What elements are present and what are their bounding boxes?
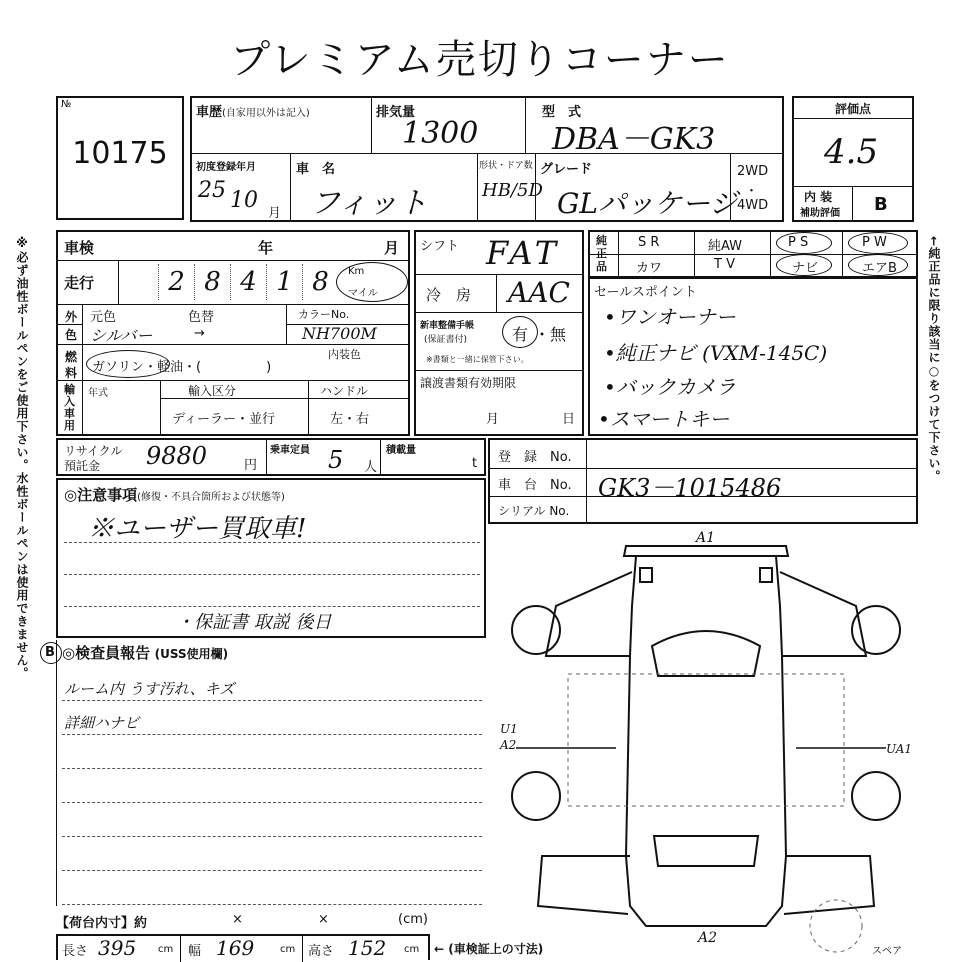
- genuine-tv: T V: [714, 257, 735, 272]
- inspector-label: ◎検査員報告: [62, 644, 151, 662]
- first-reg-label: 初度登録年月: [196, 162, 256, 173]
- maintenance-yes-circle: [502, 316, 538, 348]
- capacity-label: 乗車定員: [270, 445, 310, 456]
- caution-box: [56, 478, 486, 638]
- history-note: (自家用以外は記入): [222, 108, 310, 119]
- diagram-right-label: UA1: [886, 742, 913, 756]
- color-arrow: →: [194, 326, 205, 341]
- diagram-a2-bottom: A2: [698, 930, 718, 946]
- interior-value: B: [874, 194, 888, 215]
- spec-box: [56, 230, 410, 436]
- dims-width-unit: cm: [280, 944, 296, 955]
- mileage-digit: 8: [204, 267, 221, 297]
- capacity-unit: 人: [364, 460, 378, 475]
- inspector-line-1: ルーム内 うす汚れ、キズ: [64, 680, 235, 698]
- mileage-digit-cell: [266, 264, 302, 300]
- caution-label: ◎注意事項: [64, 486, 138, 504]
- dims-box: [56, 934, 430, 960]
- capacity-value: 5: [328, 446, 344, 474]
- caution-line-4: ・保証書 取説 後日: [176, 612, 332, 633]
- load-label: 積載量: [386, 445, 416, 456]
- page-title: プレミアム売切りコーナー: [230, 37, 730, 83]
- mileage-digit-cell: [158, 264, 194, 300]
- recycle-label: リサイクル: [64, 444, 123, 458]
- mileage-unit-km: Km: [348, 266, 365, 277]
- genuine-pw-circle: [848, 232, 908, 254]
- chassis-label: 車 台 No.: [498, 478, 572, 493]
- fuel-label-2: 料: [65, 366, 78, 380]
- genuine-airbag: エアB: [862, 261, 897, 276]
- recycle-label-2: 預託金: [64, 459, 101, 473]
- rating-value: 4.5: [824, 132, 879, 172]
- color-orig-value: シルバー: [90, 326, 153, 345]
- genuine-aw: 純AW: [708, 239, 743, 254]
- color-orig-label: 元色: [90, 310, 117, 325]
- sales-points-box: [588, 278, 918, 436]
- model-type-value: DBA－GK3: [552, 122, 716, 157]
- car-name-label: 車 名: [296, 162, 336, 177]
- displacement-value: 1300: [402, 116, 479, 151]
- cargo-label: 【荷台内寸】約: [56, 916, 148, 931]
- mileage-digit: 2: [168, 267, 185, 297]
- dims-len-unit: cm: [158, 944, 174, 955]
- interior-color-label: 内装色: [328, 348, 361, 361]
- lot-label: №: [61, 99, 72, 110]
- history-label: 車歴: [196, 105, 223, 120]
- recycle-unit: 円: [244, 458, 258, 473]
- import-label: 輸入車用: [64, 383, 75, 432]
- diagram-a1-top: A1: [696, 530, 716, 546]
- caution-sub: (修復・不具合箇所および状態等): [137, 492, 285, 503]
- vehicle-info-box: [190, 96, 784, 222]
- cargo-x-2: ×: [318, 912, 329, 927]
- sales-point-4: •スマートキー: [598, 407, 730, 431]
- dims-len-label: 長さ: [62, 944, 89, 959]
- color-code-value: NH700M: [302, 324, 377, 343]
- genuine-ps-circle: [776, 232, 832, 254]
- car-name-value: フィット: [310, 186, 428, 221]
- inspector-badge-letter: B: [45, 645, 55, 660]
- rating-box: [792, 96, 914, 222]
- transfer-month: 月: [486, 412, 500, 427]
- mileage-unit-mile: マイル: [348, 288, 378, 299]
- dims-width-value: 169: [216, 936, 255, 960]
- mileage-digit-cell: [122, 264, 158, 300]
- genuine-box: [588, 230, 918, 278]
- dims-len-value: 395: [98, 936, 137, 960]
- maintenance-yes: 有: [512, 325, 529, 344]
- maintenance-no: ・無: [534, 325, 567, 344]
- car-diagram: [496, 526, 916, 956]
- import-kubun-label: 輸入区分: [188, 384, 237, 398]
- inspector-sub: (USS使用欄): [154, 647, 229, 661]
- inspector-badge: [40, 642, 62, 664]
- rating-label: 評価点: [834, 102, 871, 116]
- mileage-digit: 1: [276, 267, 293, 297]
- dims-height-value: 152: [348, 936, 387, 960]
- maintenance-note: ※書類と一緒に保管下さい。: [426, 355, 529, 364]
- color-repaint-label: 色替: [188, 310, 215, 325]
- dims-height-unit: cm: [404, 944, 420, 955]
- fuel-options: ガソリン・軽油・( ): [92, 360, 272, 375]
- inspector-line-2: 詳細ハナビ: [64, 714, 140, 732]
- drive-2wd: 2WD: [737, 164, 769, 179]
- genuine-navi-circle: [776, 254, 832, 276]
- aux-label: 補助評価: [800, 208, 840, 219]
- import-handle-value: 左・右: [330, 412, 370, 427]
- shaken-year: 年: [258, 239, 274, 257]
- sales-point-1: •ワンオーナー: [604, 305, 736, 329]
- diagram-left-label: U1: [500, 722, 518, 736]
- reg-label: 登 録 No.: [498, 450, 572, 465]
- displacement-label: 排気量: [376, 105, 416, 120]
- registration-box: [488, 438, 918, 524]
- color-label-2: 色: [65, 328, 78, 342]
- sales-point-3: •バックカメラ: [604, 375, 736, 399]
- genuine-pw: P W: [862, 235, 887, 250]
- model-type-label: 型 式: [542, 105, 582, 120]
- grade-label: グレード: [540, 162, 593, 177]
- body-type-label: 形状・ドア数: [479, 161, 533, 171]
- import-kubun-value: ディーラー・並行: [172, 412, 275, 427]
- genuine-airbag-circle: [848, 254, 908, 276]
- load-unit: t: [472, 456, 478, 471]
- shift-label: シフト: [420, 239, 460, 254]
- recycle-box: [56, 438, 486, 476]
- first-reg-month-unit: 月: [268, 206, 282, 221]
- mileage-digit-cell: [194, 264, 230, 300]
- lot-box: [56, 96, 184, 220]
- fuel-label-1: 燃: [65, 350, 78, 364]
- side-note-left: ※必ず油性ボールペンをご使用下さい。水性ボールペンは使用できません。: [15, 236, 29, 680]
- shaken-label: 車検: [64, 239, 95, 257]
- maintenance-label-2: (保証書付): [424, 335, 468, 345]
- ac-label: 冷 房: [426, 286, 472, 304]
- import-year-label: 年式: [88, 388, 108, 399]
- first-reg-year: 25: [198, 178, 226, 203]
- genuine-sr: S R: [638, 235, 660, 250]
- recycle-value: 9880: [146, 442, 208, 470]
- dims-width-label: 幅: [188, 944, 202, 959]
- color-code-label: カラーNo.: [298, 308, 350, 321]
- grade-value: GLパッケージ: [557, 187, 738, 220]
- chassis-value: GK3－1015486: [598, 474, 782, 502]
- drive-4wd: 4WD: [737, 198, 769, 213]
- genuine-kawa: カワ: [636, 261, 663, 276]
- import-handle-label: ハンドル: [320, 384, 369, 398]
- mileage-digit: 8: [312, 267, 329, 297]
- mileage-digits: [122, 264, 352, 300]
- dims-note: ← (車検証上の寸法): [434, 942, 544, 956]
- sales-point-2: •純正ナビ (VXM-145C): [604, 341, 828, 365]
- transfer-label: 譲渡書類有効期限: [420, 376, 517, 390]
- genuine-label: 純正品: [596, 234, 607, 273]
- shaken-month: 月: [384, 239, 400, 257]
- color-label-1: 外: [65, 310, 78, 324]
- shift-value: FAT: [486, 234, 561, 272]
- genuine-navi: ナビ: [792, 261, 819, 276]
- mileage-digit-cell: [302, 264, 338, 300]
- ac-value: AAC: [508, 276, 570, 309]
- diagram-spare-label: スペア: [872, 946, 902, 957]
- shift-box: [414, 230, 584, 436]
- diagram-left-label-2: A2: [500, 738, 517, 752]
- dims-height-label: 高さ: [308, 944, 335, 959]
- drive-dot: ・: [745, 184, 759, 199]
- fuel-gasoline-circle: [86, 350, 170, 378]
- mileage-km-circle: [336, 262, 408, 302]
- maintenance-label: 新車整備手帳: [420, 321, 475, 331]
- cargo-unit: (cm): [398, 912, 428, 927]
- first-reg-month: 10: [230, 188, 258, 213]
- serial-label: シリアル No.: [498, 504, 570, 518]
- transfer-day: 日: [562, 412, 576, 427]
- side-note-right: ←純正品に限り該当に○をつけて下さい。: [927, 236, 941, 484]
- caution-line-1: ※ユーザー買取車!: [88, 514, 307, 544]
- mileage-label: 走行: [64, 274, 95, 292]
- body-type-value: HB/5D: [482, 180, 543, 201]
- sales-points-label: セールスポイント: [594, 285, 697, 300]
- mileage-digit-cell: [230, 264, 266, 300]
- genuine-ps: P S: [788, 235, 809, 250]
- mileage-digit: 4: [240, 267, 257, 297]
- lot-number: 10175: [72, 136, 168, 171]
- cargo-x-1: ×: [232, 912, 243, 927]
- interior-label: 内 装: [804, 190, 833, 204]
